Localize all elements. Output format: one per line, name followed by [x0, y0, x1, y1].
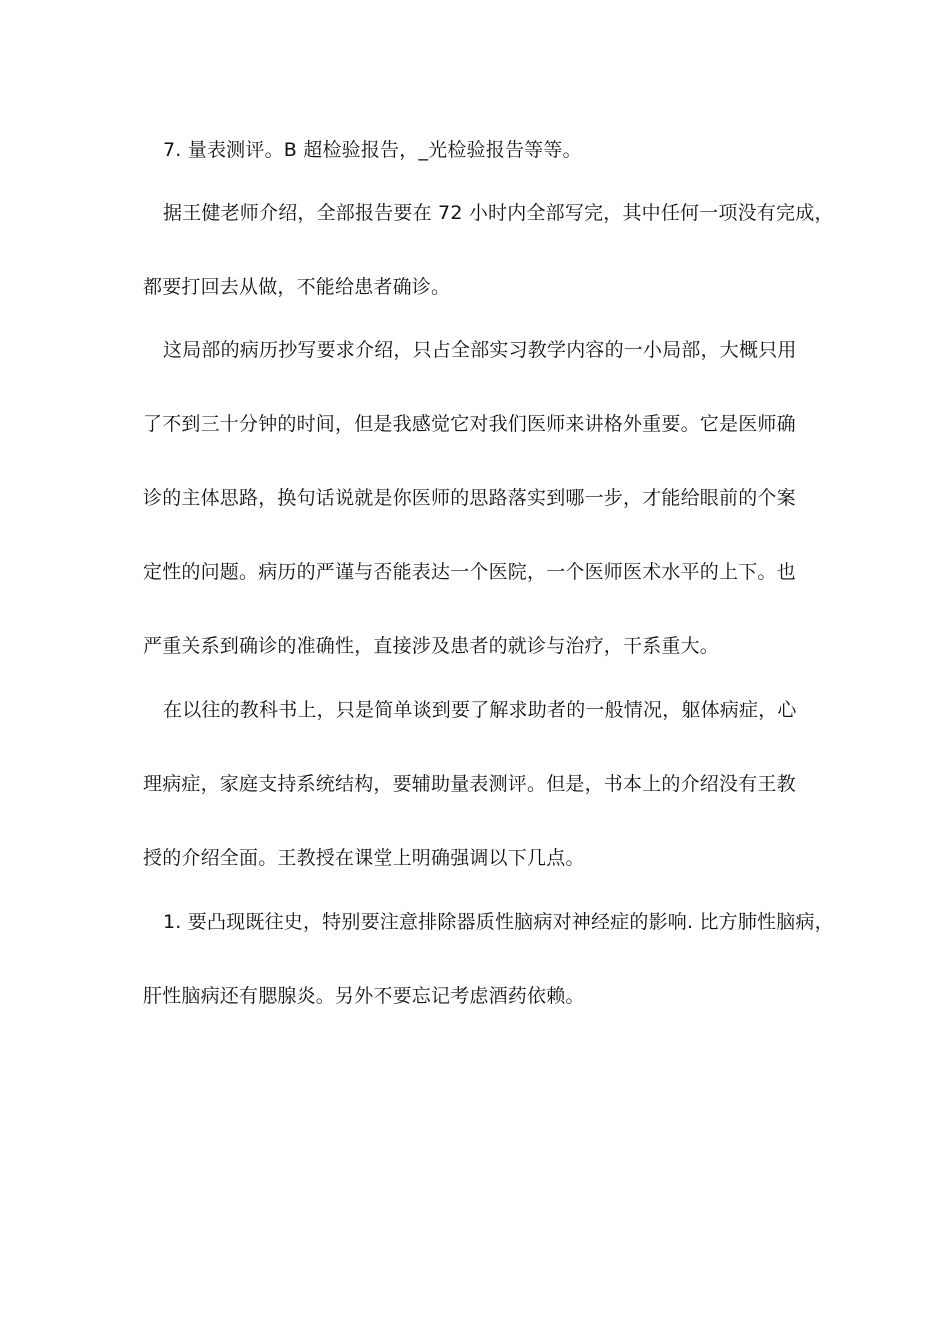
text-line-9: 在以往的教科书上，只是简单谈到要了解求助者的一般情况，躯体病症，心	[163, 699, 797, 721]
text-line-7: 定性的问题。病历的严谨与否能表达一个医院，一个医师医术水平的上下。也	[143, 561, 796, 583]
text-line-10: 理病症，家庭支持系统结构，要辅助量表测评。但是，书本上的介绍没有王教	[143, 773, 796, 795]
text-line-11: 授的介绍全面。王教授在课堂上明确强调以下几点。	[143, 847, 585, 869]
text-line-4: 这局部的病历抄写要求介绍，只占全部实习教学内容的一小局部，大概只用	[163, 339, 797, 361]
text-line-2: 据王健老师介绍，全部报告要在 72 小时内全部写完，其中任何一项没有完成，	[163, 202, 834, 224]
text-line-12: 1. 要凸现既往史，特别要注意排除器质性脑病对神经症的影响. 比方肺性脑病，	[163, 911, 834, 933]
text-line-6: 诊的主体思路，换句话说就是你医师的思路落实到哪一步，才能给眼前的个案	[143, 487, 796, 509]
text-line-13: 肝性脑病还有腮腺炎。另外不要忘记考虑酒药依赖。	[143, 985, 585, 1007]
text-line-3: 都要打回去从做，不能给患者确诊。	[143, 276, 451, 298]
text-line-5: 了不到三十分钟的时间，但是我感觉它对我们医师来讲格外重要。它是医师确	[143, 413, 796, 435]
text-line-1: 7. 量表测评。B 超检验报告，_光检验报告等等。	[163, 139, 582, 161]
text-line-8: 严重关系到确诊的准确性，直接涉及患者的就诊与治疗，干系重大。	[143, 635, 720, 657]
